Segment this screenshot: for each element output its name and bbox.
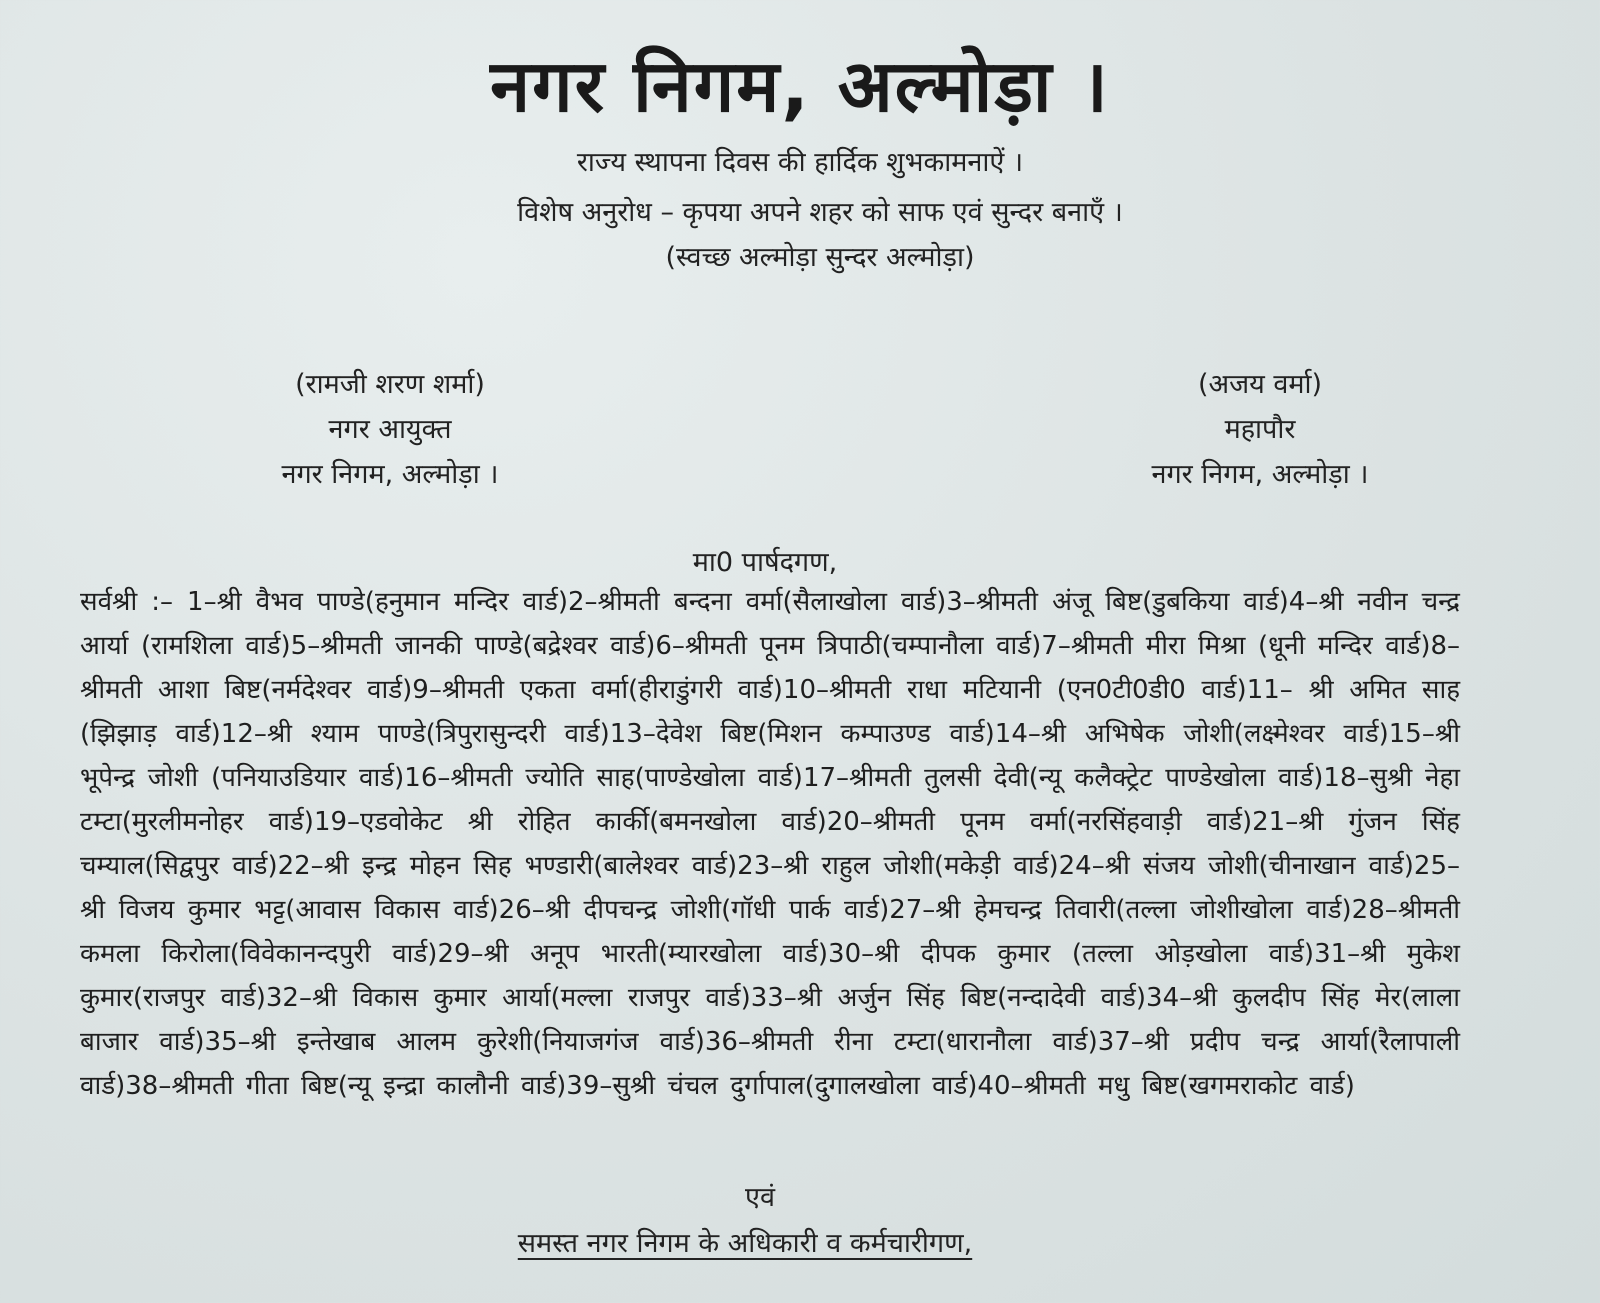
slogan-line: (स्वच्छ अल्मोड़ा सुन्दर अल्मोड़ा) bbox=[665, 242, 975, 273]
signatory-commissioner bbox=[230, 362, 550, 497]
signatory-name: (रामजी शरण शर्मा) bbox=[295, 369, 485, 400]
closing-line bbox=[0, 1222, 1490, 1266]
page-title: नगर निगम, अल्मोड़ा । bbox=[490, 44, 1110, 128]
signatory-name: (अजय वर्मा) bbox=[1197, 369, 1323, 400]
councillors-heading: मा0 पार्षदगण, bbox=[692, 547, 838, 578]
signatory-organization: नगर निगम, अल्मोड़ा । bbox=[281, 459, 499, 490]
signatory-designation: नगर आयुक्त bbox=[328, 414, 452, 445]
signatory-designation: महापौर bbox=[1224, 414, 1296, 445]
signatory-mayor bbox=[1110, 362, 1410, 497]
signatory-organization: नगर निगम, अल्मोड़ा । bbox=[1151, 459, 1369, 490]
greeting-line: राज्य स्थापना दिवस की हार्दिक शुभकामनाऐं । bbox=[576, 147, 1024, 178]
conjunction-text: एवं bbox=[745, 1182, 775, 1213]
request-line: विशेष अनुरोध – कृपया अपने शहर को साफ एवं सुन्दर बनाएँ । bbox=[517, 197, 1123, 228]
closing-text: समस्त नगर निगम के अधिकारी व कर्मचारीगण, bbox=[517, 1228, 973, 1259]
councillors-list: सर्वश्री :– 1–श्री वैभव पाण्डे(हनुमान मन्दिर वार्ड)2–श्रीमती बन्दना वर्मा(सैलाखोला वार्ड)3–श्रीमती अंजू बिष्ट(डुबकिया वार्ड)4–श्री नवीन चन्द्र आर्या (रामशिला वार्ड)5–श्रीमती जानकी पाण्डे(बद्रेश्वर वार्ड)6–श्रीमती पूनम त्रिपाठी(चम्पानौला वार्ड)7–श्रीमती मीरा मिश्रा (धूनी मन्दिर वार्ड)8–श्रीमती आशा बिष्ट(नर्मदेश्वर वार्ड)9–श्रीमती एकता वर्मा(हीराडुंगरी वार्ड)10–श्रीमती राधा मटियानी (एन0टी0डी0 वार्ड)11– श्री अमित साह (झिझाड़ वार्ड)12–श्री श्याम पाण्डे(त्रिपुरासुन्दरी वार्ड)13–देवेश बिष्ट(मिशन कम्पाउण्ड वार्ड)14–श्री अभिषेक जोशी(लक्ष्मेश्वर वार्ड)15–श्री भूपेन्द्र जोशी (पनियाउडियार वार्ड)16–श्रीमती ज्योति साह(पाण्डेखोला वार्ड)17–श्रीमती तुलसी देवी(न्यू कलैक्ट्रेट पाण्डेखोला वार्ड)18–सुश्री नेहा टम्टा(मुरलीमनोहर वार्ड)19–एडवोकेट श्री रोहित कार्की(बमनखोला वार्ड)20–श्रीमती पूनम वर्मा(नरसिंहवाड़ी वार्ड)21–श्री गुंजन सिंह चम्याल(सिद्वपुर वार्ड)22–श्री इन्द्र मोहन सिह भण्डारी(बालेश्वर वार्ड)23–श्री राहुल जोशी(मकेड़ी वार्ड)24–श्री संजय जोशी(चीनाखान वार्ड)25–श्री विजय कुमार भट्ट(आवास विकास वार्ड)26–श्री दीपचन्द्र जोशी(गॉधी पार्क वार्ड)27–श्री हेमचन्द्र तिवारी(तल्ला जोशीखोला वार्ड)28–श्रीमती कमला किरोला(विवेकानन्दपुरी वार्ड)29–श्री अनूप भारती(म्यारखोला वार्ड)30–श्री दीपक कुमार (तल्ला ओड़खोला वार्ड)31–श्री मुकेश कुमार(राजपुर वार्ड)32–श्री विकास कुमार आर्या(मल्ला राजपुर वार्ड)33–श्री अर्जुन सिंह बिष्ट(नन्दादेवी वार्ड)34–श्री कुलदीप सिंह मेर(लाला बाजार वार्ड)35–श्री इन्तेखाब आलम कुरेशी(नियाजगंज वार्ड)36–श्रीमती रीना टम्टा(धारानौला वार्ड)37–श्री प्रदीप चन्द्र आर्या(रैलापाली वार्ड)38–श्रीमती गीता बिष्ट(न्यू इन्द्रा कालौनी वार्ड)39–सुश्री चंचल दुर्गापाल(दुगालखोला वार्ड)40–श्रीमती मधु बिष्ट(खगमराकोट वार्ड) bbox=[80, 587, 1460, 1101]
